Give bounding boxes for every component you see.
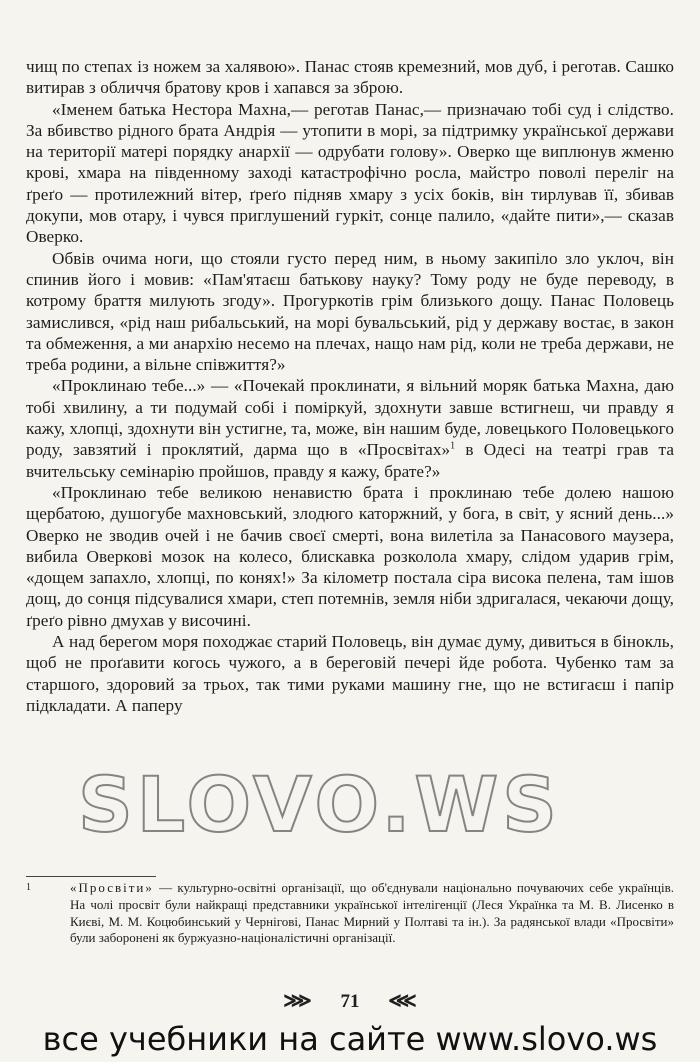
paragraph-4-text: «Проклинаю тебе...» — «Почекай проклинати, я вільний моряк батька Махна, даю тобі хвилину, а ти подумай собі і поміркуй, здохнути завше встигнеш, чи правду я кажу, хлопці, здохнути він устигне, та, може, він нашим буде, ловецького Половецького роду, завзятий і проклятий, дарма що в «Просвітах» [26, 376, 674, 460]
book-page-text [26, 56, 674, 716]
watermark: SLOVO.WS [78, 760, 561, 849]
site-banner: все учебники на сайте www.slovo.ws [42, 1020, 658, 1058]
footnote-reference: 1 [450, 440, 456, 452]
ornament-right-icon: ⋘ [388, 990, 417, 1012]
paragraph-5: «Проклинаю тебе великою ненавистю брата і проклинаю тебе долею нашою щербатою, душогубе махновський, злодюго каторжний, у бога, в світ, у ясний день...» Оверко не зводив очей і не бачив своєї смерті, вона вилетіла за Панасового маузера, вибила Оверкові мозок на колесо, блискавка розколола хмару, слідом ударив грім, «дощем запахло, хлопці, по конях!» За кілометр постала сіра висока пелена, там ішов дощ, до сонця підсувалися хмари, степ потемнів, земля ніби здригалася, чекаючи дощу, ґреґо рівно дмухав у височині. [26, 482, 674, 630]
page-number: 71 [340, 991, 360, 1012]
paragraph-6: А над берегом моря походжає старий Половець, він думає думу, дивиться в бінокль, щоб не проґавити когось чужого, а в береговій печері йде робота. Чубенко там за старшого, здоровий за трьох, так тими руками машину гне, що не встигаєш і папір підкладати. А паперу [26, 632, 674, 715]
footnote-text [70, 880, 674, 947]
footnote-term: «Просвіти» [70, 880, 154, 895]
footnote-divider [26, 876, 156, 877]
footnote-mark: 1 [26, 882, 31, 893]
paragraph-4-tail: в Одесі на театрі грав та вчительську семінарію пройшов, правду я кажу, брате?» [26, 440, 675, 481]
footnote-body: — культурно-освітні організації, що об'єднували національно почуваючих себе українців. На чолі просвіт були найкращі представники української інтелігенції (Леся Українка та М. В. Лисенко в Києві, М. М. Коцюбинський у Чернігові, Панас Мирний у Полтаві та ін.). За радянської влади «Просвіти» були заборонені як буржуазно-націоналістичні організації. [70, 880, 674, 946]
paragraph-2: «Іменем батька Нестора Махна,— реготав Панас,— призначаю тобі суд і слідство. За вбивство рідного брата Андрія — утопити в морі, за підтримку української держави на території матері порядку анархії — одрубати голову». Оверко ще виплюнув жменю крові, хмара на південному заході катастрофічно росла, майстро поволі переліг на ґреґо — протилежний вітер, ґреґо підняв хмару з усіх боків, він тирлував її, збивав докупи, мов отару, і чувся приглушений гуркіт, сонце палило, «дайте пити»,— сказав Оверко. [26, 99, 674, 247]
page-number-line [0, 988, 700, 1013]
footnote [26, 880, 674, 947]
paragraph-1: чищ по степах із ножем за халявою». Панас стояв кремезний, мов дуб, і реготав. Сашко витирав з обличчя братову кров і хапався за зброю. [26, 57, 674, 98]
ornament-left-icon: ⋙ [283, 990, 312, 1012]
paragraph-4 [26, 375, 674, 481]
paragraph-3: Обвів очима ноги, що стояли густо перед ним, в ньому закипіло зло уклоч, він спинив його і мовив: «Пам'ятаєш батькову науку? Тому роду не буде переводу, в котрому браття милують згоду». Прогуркотів грім близького дощу. Панас Половець замислився, «рід наш рибальський, на морі бувальський, рід у державу востає, в закон та обмеження, а ми анархію несемо на плечах, нащо нам рід, коли не треба держави, не треба родини, а вільне співжиття?» [26, 248, 674, 375]
